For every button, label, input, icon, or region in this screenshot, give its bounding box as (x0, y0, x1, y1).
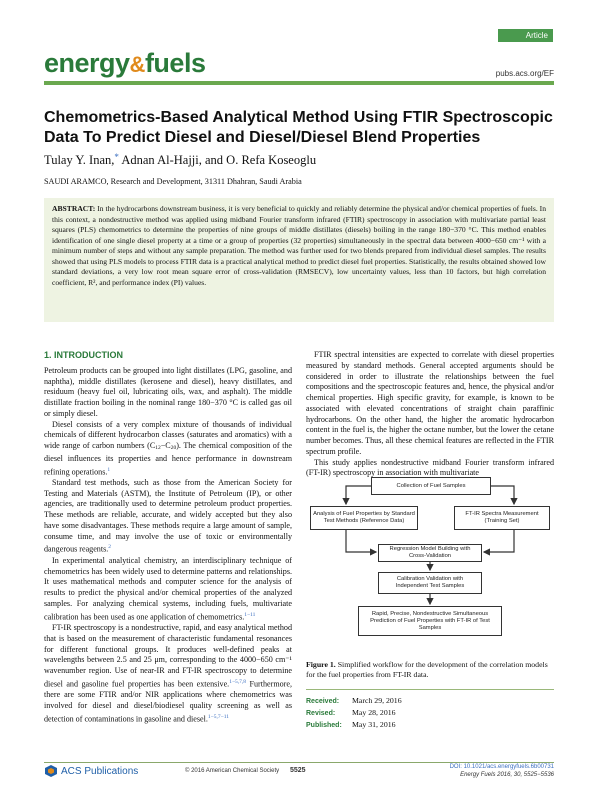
paper-title: Chemometrics-Based Analytical Method Using FTIR Spectroscopic Data To Predict Diesel and Diesel/Diesel Blend Properties (44, 109, 553, 146)
abstract-body: In the hydrocarbons downstream business, it is very beneficial to quickly and reliably determine the physical and/or chemical properties of fuels. In this context, a nondestructive method was applied using midband Fourier transform infrared (FTIR) spectroscopy in association with multivariate partial least squares (PLS) chemometrics to determine the properties of nine groups of middle distillates (diesels) boiling in the range 180−370 °C. This method enables identification of one single diesel property at a time or a group of properties (32 properties) simultaneously in the spectral data between 4000−650 cm⁻¹ with a minimum number of steps and without any sample preparation. The method was further used for two blends prepared from individual diesel samples. The results showed that using PLS models to process FTIR data is a practical analytical method to predict diesel fuel properties. Statistically, the results obtained showed low standard deviations, a very low root mean square error of cross-validation (RMSECV), low uncertainty values, less than 10 factors, but high correlation coefficient, R², and performance index (PI) values. (52, 204, 547, 287)
flow-box-ftir-measurement: FT-IR Spectra Measurement (Training Set) (454, 506, 550, 530)
dates-divider (306, 689, 554, 690)
author-others: Adnan Al-Hajji, and O. Refa Koseoglu (118, 153, 317, 167)
article-type-badge: Article (498, 29, 553, 42)
logo-ampersand: & (129, 52, 145, 77)
right-paragraph-2: This study applies nondestructive midband Fourier transform infrared (FT-IR) spectroscopy in association with multivariate (306, 457, 554, 478)
flow-box-collection: Collection of Fuel Samples (371, 477, 491, 495)
acs-publications-logo[interactable] (44, 765, 138, 777)
received-label: Received: (306, 698, 340, 705)
section-heading-introduction: 1. INTRODUCTION (44, 350, 124, 360)
logo-energy-text: energy (44, 48, 130, 78)
right-column (306, 350, 554, 479)
author-first[interactable]: Tulay Y. Inan, (44, 153, 115, 167)
caption-label: Figure 1. (306, 660, 336, 669)
flow-box-validation: Calibration Validation with Independent Test Samples (378, 572, 482, 594)
intro-paragraph-1: Petroleum products can be grouped into light distillates (LPG, gasoline, and naphtha), middle distillates (kerosene and diesel), heavy distillates, and residuum (heavy fuel oil, lubricating oils, wax, and asphalt). The middle distillate fraction boiling in the nominal range 180−370 °C is called gas oil or simply diesel. (44, 365, 292, 418)
doi-link[interactable]: DOI: 10.1021/acs.energyfuels.6b00731 (449, 764, 554, 770)
revised-date: May 28, 2016 (352, 708, 396, 717)
flow-box-regression: Regression Model Building with Cross-Validation (378, 544, 482, 562)
footer-divider (44, 762, 554, 763)
header-divider (44, 81, 554, 85)
intro-paragraph-3: Standard test methods, such as those from the American Society for Testing and Materials (ASTM), the Institute of Petroleum (IP), or other agencies, are traditionally used to determine petroleum product properties. These methods are reliable, accurate, and widely accepted but they also have some disadvantages. These methods require a large amount of sample, consume time, and may involve the use of toxic or environmentally dangerous reagents.$^2$ (44, 477, 292, 555)
journal-url-link[interactable]: pubs.acs.org/EF (495, 69, 554, 78)
acs-publications-text: ACS Publications (61, 765, 139, 777)
journal-logo[interactable] (44, 48, 205, 80)
affiliation: SAUDI ARAMCO, Research and Development, 31311 Dhahran, Saudi Arabia (44, 177, 302, 186)
publication-dates (306, 695, 554, 731)
citation-ref[interactable]: 1−5,7−11 (207, 713, 229, 720)
left-column (44, 350, 292, 725)
citation-ref[interactable]: 1−5,7,8 (229, 678, 247, 685)
arrow-right-to-regression (484, 530, 514, 552)
citation-ref[interactable]: 1−11 (244, 611, 256, 618)
abstract-label: ABSTRACT: (52, 204, 96, 213)
arrow-top-to-left (346, 486, 371, 504)
intro-paragraph-4: In experimental analytical chemistry, an interdisciplinary technique of chemometrics has been widely used to determine patterns and relationships. It uses mathematical methods and computer science for the analysis of results to predict the physical and/or chemical properties of the analyzed samples. For analyzing chemical systems, including fuels, multivariate calibration has been used as one application of chemometrics.$^{1-11}$ (44, 555, 292, 622)
intro-paragraph-5: FT-IR spectroscopy is a nondestructive, rapid, and easy analytical method that is based on the measurement of characteristic fundamental resonances for different functional groups. It produces well-defined peaks at wavelengths between 2.5 and 25 μm, corresponding to the 4000−650 cm⁻¹ wavenumber region. Use of near-IR and FT-IR spectroscopy to determine diesel and gasoline fuel properties has been extensive.$^{1-5,7,8}$ Furthermore, there are some FTIR and/or NIR applications where chemometrics was involved for diesel and diesel/biodiesel quality screening as well as detection of contaminations in gasoline and diesel.$^{1-5,7-11}$ (44, 623, 292, 724)
arrow-left-to-regression (346, 530, 376, 552)
caption-text: Simplified workflow for the development of the correlation models for the fuel properties from FT-IR data. (306, 660, 548, 679)
revised-label: Revised: (306, 710, 336, 717)
figure-1-flowchart (306, 474, 554, 654)
author-list (44, 150, 554, 168)
corresponding-author-mark[interactable]: * (114, 152, 119, 162)
citation-ref[interactable]: 1 (107, 466, 111, 473)
arrow-top-to-right (491, 486, 514, 504)
logo-fuels-text: fuels (144, 48, 206, 78)
published-label: Published: (306, 722, 342, 729)
flow-box-prediction: Rapid, Precise, Nondestructive Simultaneous Prediction of Fuel Properties with FT-IR of Test Samples (358, 606, 502, 636)
abstract-text (52, 204, 546, 288)
right-paragraph-1: FTIR spectral intensities are expected to correlate with diesel properties measured by standard methods. General accepted arguments should be considered in order to illustrate the relationships between the fuel compositions and the spectroscopic features and, hence, the physical and/or chemical properties. High specific gravity, for example, is known to be associated with elevated concentrations of straight chain paraffinic hydrocarbons. On the other hand, the higher the aromatic hydrocarbon content in the fuel is, the higher the octane number, but the lower the cetane number becomes. Thus, all these chemical features are reflected in the FTIR spectrum profile. (306, 350, 554, 456)
acs-hexagon-icon (44, 765, 58, 777)
published-date: May 31, 2016 (352, 720, 396, 729)
journal-citation: Energy Fuels 2016, 30, 5525−5536 (460, 772, 554, 778)
copyright-notice: © 2016 American Chemical Society (185, 768, 280, 774)
intro-paragraph-2: Diesel consists of a very complex mixture of thousands of individual chemicals of different hydrocarbon classes (saturates and aromatics) with a wide range of carbon numbers (C12−C20). The chemical composition of the diesel influences its properties and hence performance in downstream refining operations.$^1$ (44, 419, 292, 477)
citation-ref[interactable]: 2 (108, 544, 112, 551)
abstract-box (44, 198, 554, 322)
received-date: March 29, 2016 (352, 696, 402, 705)
figure-1-caption (306, 660, 554, 680)
flow-box-standard-methods: Analysis of Fuel Properties by Standard Test Methods (Reference Data) (310, 506, 418, 530)
page-number: 5525 (290, 767, 306, 774)
